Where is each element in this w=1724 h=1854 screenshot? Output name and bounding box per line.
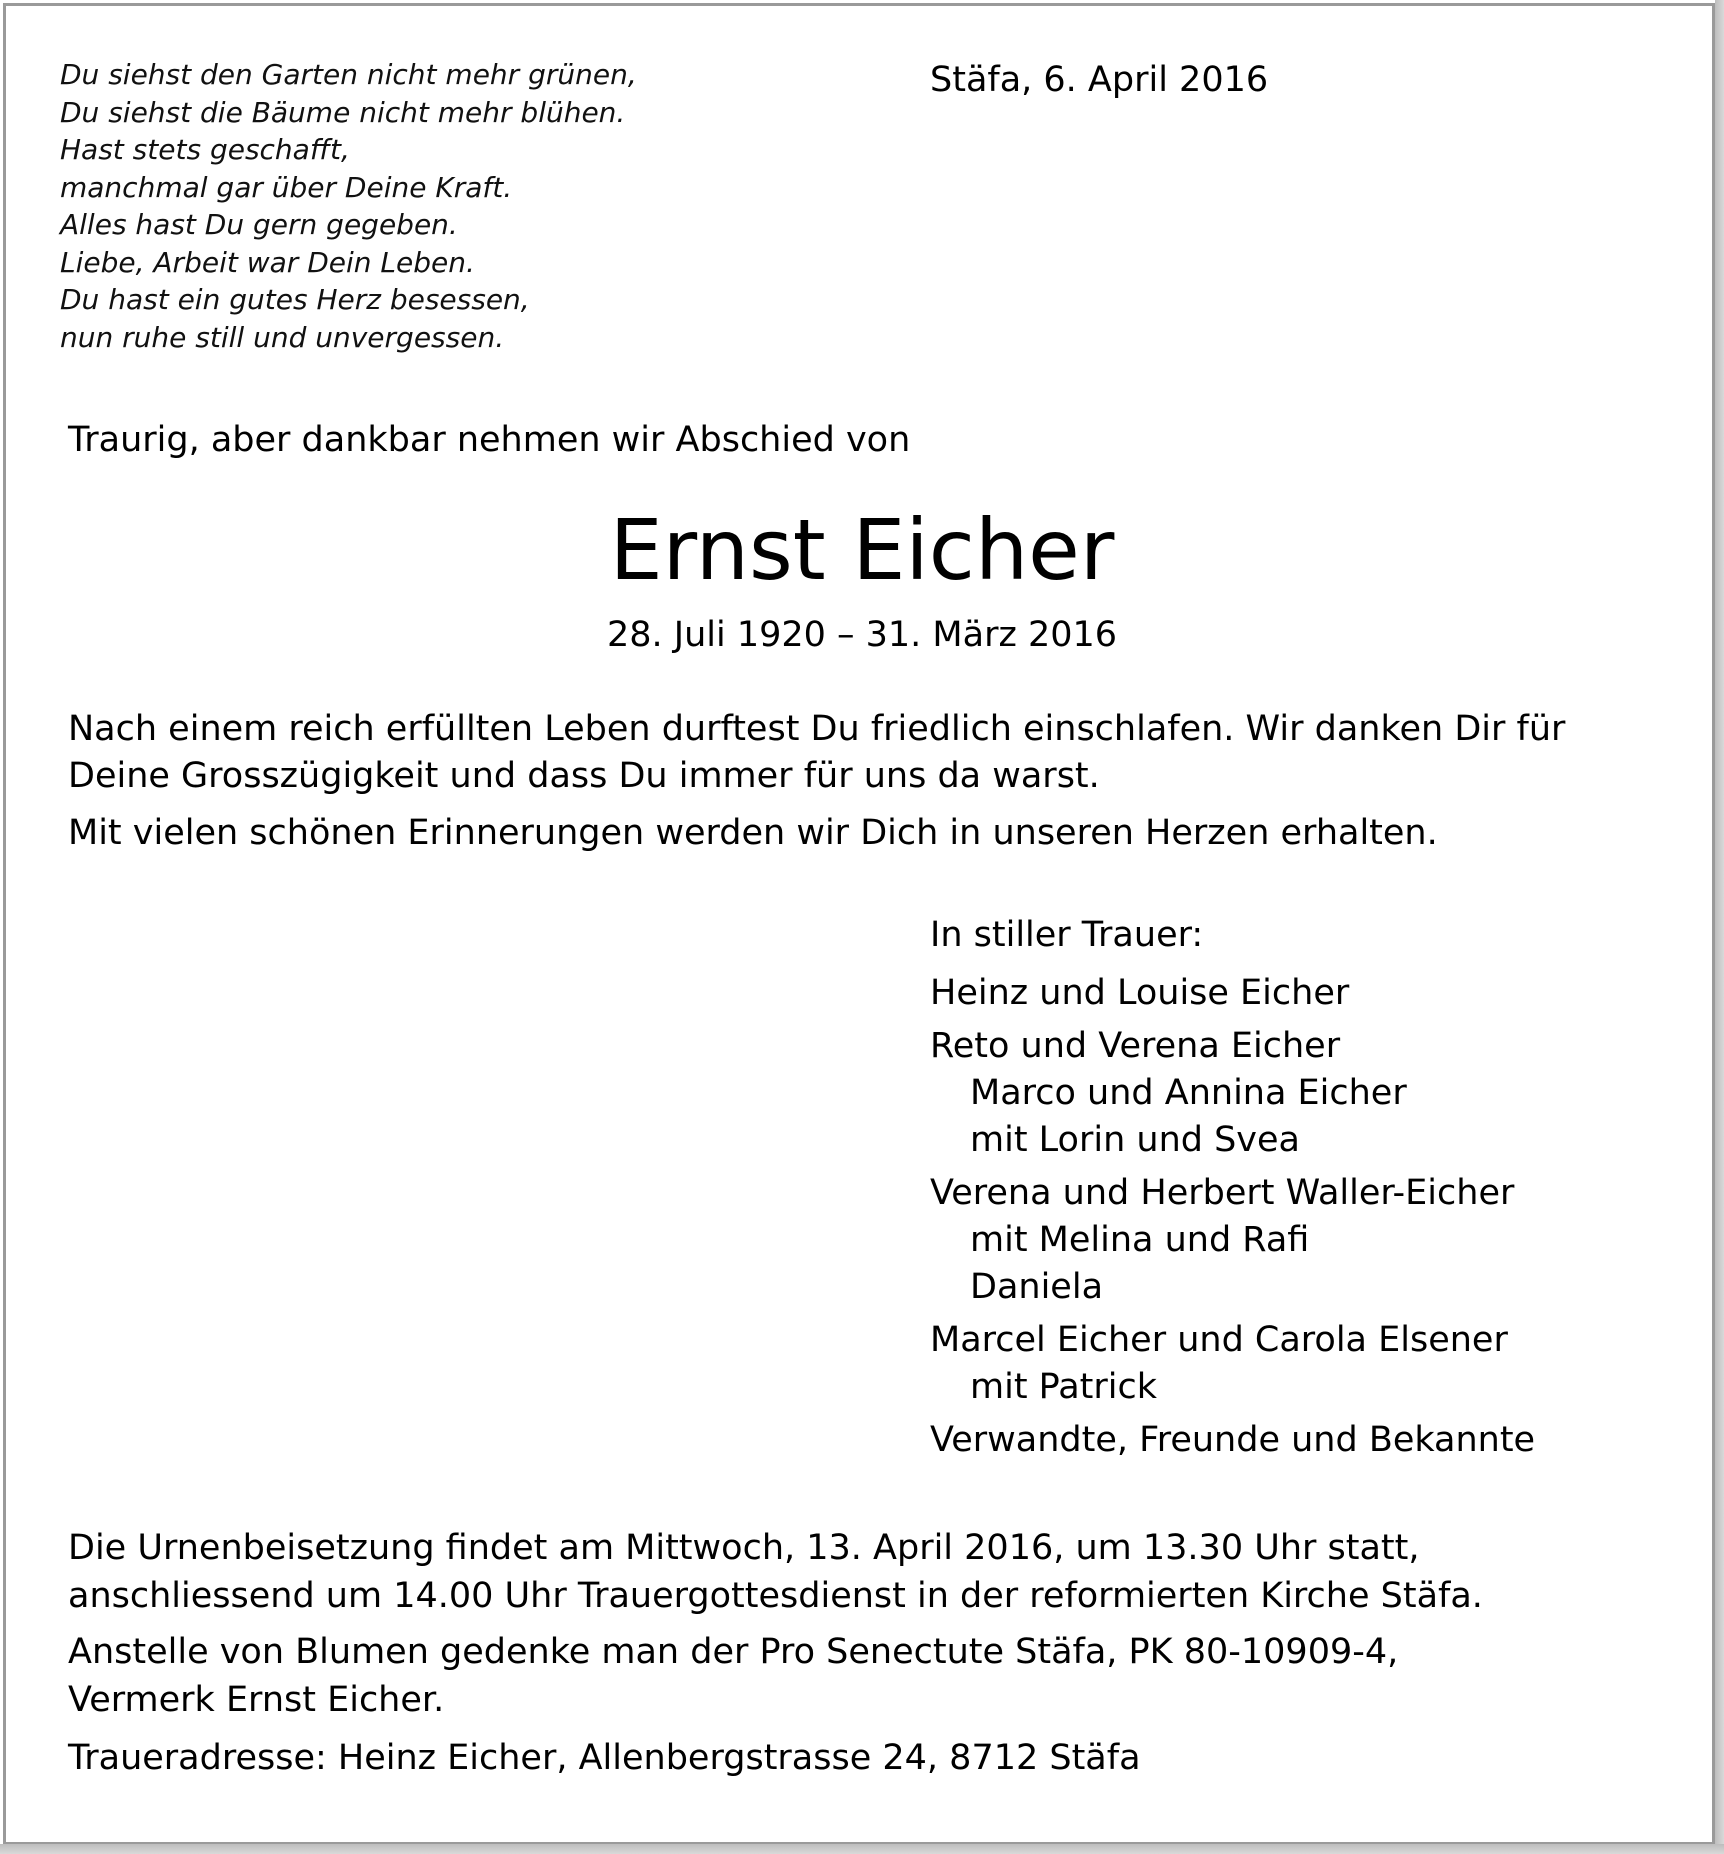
mourner-name: mit Melina und Rafi [970, 1220, 1310, 1260]
donation-info [68, 1628, 1483, 1724]
mourner-name: Reto und Verena Eicher [930, 1026, 1341, 1066]
mourners-heading: In stiller Trauer: [930, 915, 1204, 955]
mourner-group [930, 1170, 1535, 1311]
body-paragraph-2: Mit vielen schönen Erinnerungen werden wir Dich in unseren Herzen erhalten. [68, 813, 1438, 853]
body-text [68, 706, 1565, 867]
body-line: Nach einem reich erfüllten Leben durftest Du friedlich einschlafen. Wir danken Dir für [68, 709, 1566, 749]
mourning-address: Traueradresse: Heinz Eicher, Allenbergstrasse 24, 8712 Stäfa [68, 1738, 1141, 1778]
poem-line: Alles hast Du gern gegeben. [60, 208, 458, 241]
burial-line: anschliessend um 14.00 Uhr Trauergottesdienst in der reformierten Kirche Stäfa. [68, 1576, 1483, 1616]
donation-line: Vermerk Ernst Eicher. [68, 1680, 445, 1720]
mourner-name: Verwandte, Freunde und Bekannte [930, 1420, 1536, 1460]
mourner-name: mit Lorin und Svea [970, 1120, 1301, 1160]
poem-line: Hast stets geschafft, [60, 133, 350, 166]
mourner-group [930, 1023, 1535, 1164]
donation-line: Anstelle von Blumen gedenke man der Pro Senectute Stäfa, PK 80-10909-4, [68, 1632, 1399, 1672]
frame-shadow-bottom [0, 1844, 1724, 1854]
service-details [68, 1524, 1483, 1790]
frame-shadow-right [1715, 0, 1724, 1854]
mourner-name: Marco und Annina Eicher [970, 1073, 1407, 1113]
poem-line: manchmal gar über Deine Kraft. [60, 170, 513, 204]
mourner-group [930, 1317, 1535, 1411]
mourner-group [930, 1417, 1535, 1464]
poem-line: nun ruhe still und unvergessen. [60, 320, 505, 354]
poem-line: Du hast ein gutes Herz besessen, [60, 283, 530, 316]
poem-line: Liebe, Arbeit war Dein Leben. [60, 245, 475, 279]
burial-info [68, 1524, 1483, 1620]
poem-line: Du siehst den Garten nicht mehr grünen, [60, 58, 637, 91]
mourner-name: Marcel Eicher und Carola Elsener [930, 1320, 1508, 1360]
burial-line: Die Urnenbeisetzung findet am Mittwoch, 13. April 2016, um 13.30 Uhr statt, [68, 1528, 1420, 1568]
mourners-list [930, 912, 1535, 1470]
intro-text: Traurig, aber dankbar nehmen wir Abschied von [68, 420, 911, 460]
memorial-poem [60, 56, 637, 356]
mourner-name: mit Patrick [970, 1367, 1157, 1407]
mourner-name: Daniela [970, 1267, 1104, 1307]
poem-line: Du siehst die Bäume nicht mehr blühen. [60, 95, 626, 129]
mourner-name: Heinz und Louise Eicher [930, 973, 1350, 1013]
mourner-name: Verena und Herbert Waller-Eicher [930, 1173, 1515, 1213]
body-paragraph-1 [68, 706, 1565, 800]
body-line: Deine Grosszügigkeit und dass Du immer für uns da warst. [68, 756, 1100, 796]
place-and-date: Stäfa, 6. April 2016 [930, 60, 1269, 100]
life-dates: 28. Juli 1920 – 31. März 2016 [606, 615, 1118, 655]
mourner-group [930, 970, 1535, 1017]
deceased-name: Ernst Eicher [609, 501, 1115, 599]
